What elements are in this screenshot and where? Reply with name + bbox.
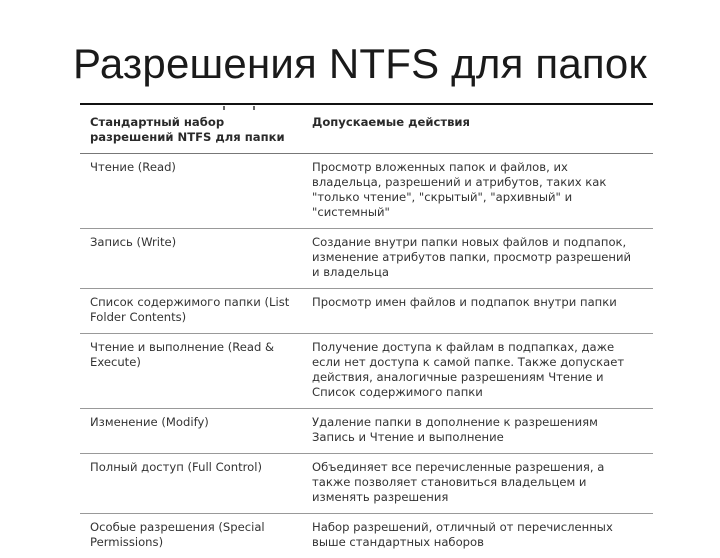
permission-name: Чтение и выполнение (Read & Execute)	[90, 340, 275, 369]
table-body	[80, 154, 653, 558]
permission-actions: Удаление папки в дополнение к разрешениям Запись и Чтение и выполнение	[312, 415, 598, 444]
table-row	[80, 229, 653, 289]
scan-marks	[223, 99, 283, 114]
permission-name: Чтение (Read)	[90, 160, 176, 174]
table-row	[80, 454, 653, 514]
permission-actions: Просмотр имен файлов и подпапок внутри папки	[312, 295, 617, 309]
table-row	[80, 154, 653, 229]
header-permission-set: Стандартный набор разрешений NTFS для папки	[90, 115, 285, 144]
permission-name: Особые разрешения (Special Permissions)	[90, 520, 265, 549]
page-title: Разрешения NTFS для папок	[73, 40, 647, 87]
permission-actions: Создание внутри папки новых файлов и подпапок, изменение атрибутов папки, просмотр разрешений и владельца	[312, 235, 632, 279]
permission-name: Запись (Write)	[90, 235, 177, 249]
permissions-table	[80, 103, 653, 558]
permission-name: Полный доступ (Full Control)	[90, 460, 263, 474]
table-row	[80, 514, 653, 558]
permission-name: Изменение (Modify)	[90, 415, 209, 429]
permission-actions: Набор разрешений, отличный от перечисленных выше стандартных наборов	[312, 520, 613, 549]
table-header	[80, 105, 653, 154]
table-row	[80, 289, 653, 334]
table-row	[80, 409, 653, 454]
permission-actions: Просмотр вложенных папок и файлов, их владельца, разрешений и атрибутов, таких как "только чтение", "скрытый", "архивный" и "системный"	[312, 160, 607, 219]
permission-name: Список содержимого папки (List Folder Contents)	[90, 295, 290, 324]
permission-actions: Объединяет все перечисленные разрешения, а также позволяет становиться владельцем и изменять разрешения	[312, 460, 605, 504]
header-allowed-actions: Допускаемые действия	[312, 115, 470, 129]
permission-actions: Получение доступа к файлам в подпапках, даже если нет доступа к самой папке. Также допускает действия, аналогичные разрешениям Чтение и Список содержимого папки	[312, 340, 625, 399]
table-row	[80, 334, 653, 409]
